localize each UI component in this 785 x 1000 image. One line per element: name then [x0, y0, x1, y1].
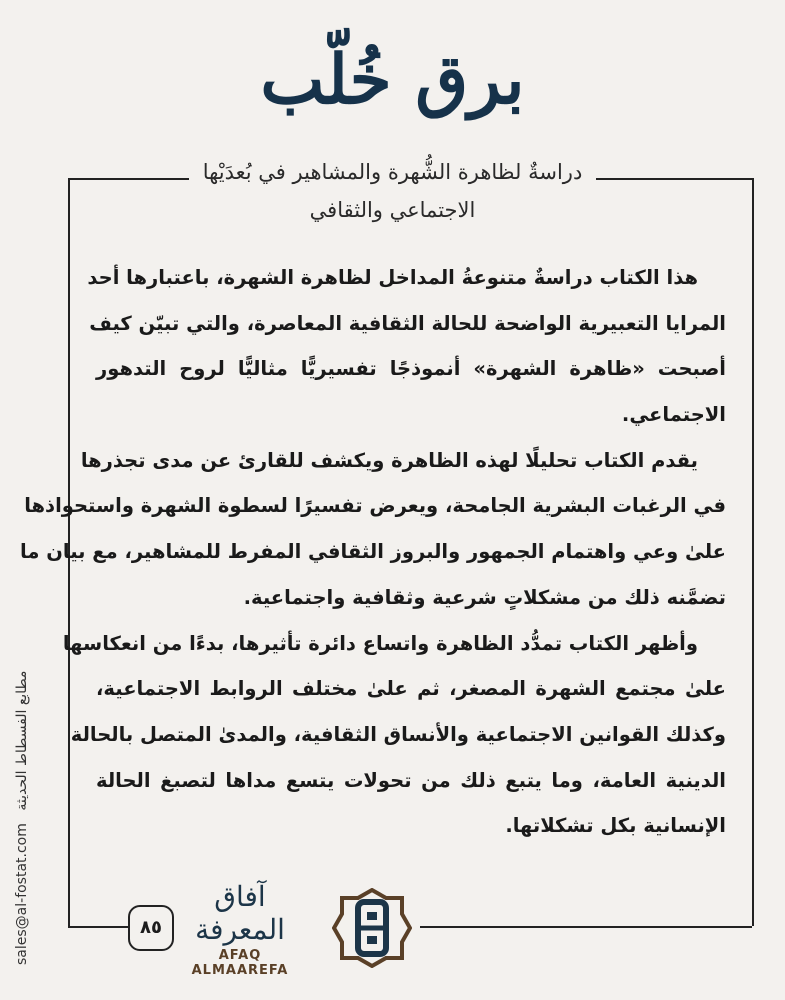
publisher-email: sales@al-fostat.com — [14, 823, 30, 965]
text-line: في الرغبات البشرية الجامحة، ويعرض تفسيرًا لسطوة الشهرة واستحواذها — [24, 494, 726, 518]
page-number: ٨٥ — [128, 905, 174, 951]
text-line: هذا الكتاب دراسةٌ متنوعةُ المداخل لظاهرة الشهرة، باعتبارها أحد — [87, 266, 698, 289]
bottom-rule-left — [68, 926, 130, 928]
printer-name: مطابع الفسطاط الحديثة — [14, 670, 30, 811]
text-line: وأظهر الكتاب تمدُّد الظاهرة واتساع دائرة تأثيرها، بدءًا من انعكاسها — [62, 631, 698, 655]
subtitle-text-1: دراسةٌ لظاهرة الشُّهرة والمشاهير في بُعدَيْها — [189, 160, 597, 184]
publisher-logo-arabic: آفاق المعرفة — [195, 880, 285, 946]
text-line: علىٰ وعي واهتمام الجمهور والبروز الثقافي المفرط للمشاهير، مع بيان ما — [20, 540, 726, 564]
text-line: تضمَّنه ذلك من مشكلاتٍ شرعية وثقافية واجتماعية. — [243, 585, 726, 609]
book-title: برق خُلّب — [260, 40, 525, 120]
subtitle-line-2: الاجتماعي والثقافي — [309, 198, 476, 222]
publisher-emblem-icon — [332, 888, 412, 968]
text-line: الدينية العامة، وما يتبع ذلك من تحولات يتسع مداها لتصبغ الحالة — [96, 768, 726, 792]
text-line: المرايا التعبيرية الواضحة للحالة الثقافية المعاصرة، والتي تبيّن كيف — [89, 311, 726, 335]
publisher-logo-latin: AFAQ ALMAAREFA — [191, 948, 289, 978]
text-line: أصبحت «ظاهرة الشهرة» أنموذجًا تفسيريًّا مثاليًّا لروح التدهور — [96, 357, 726, 381]
text-line: الإنسانية بكل تشكلاتها. — [505, 814, 726, 838]
text-line: يقدم الكتاب تحليلًا لهذه الظاهرة ويكشف للقارئ عن مدى تجذرها — [80, 448, 698, 472]
side-imprint — [14, 645, 30, 965]
text-line: علىٰ مجتمع الشهرة المصغر، ثم علىٰ مختلف الروابط الاجتماعية، — [96, 677, 726, 701]
bottom-rule-right — [420, 926, 752, 928]
text-line: وكذلك القوانين الاجتماعية والأنساق الثقافية، والمدىٰ المتصل بالحالة — [70, 722, 726, 746]
text-line: الاجتماعي. — [621, 403, 726, 427]
subtitle-line-1 — [0, 160, 785, 184]
